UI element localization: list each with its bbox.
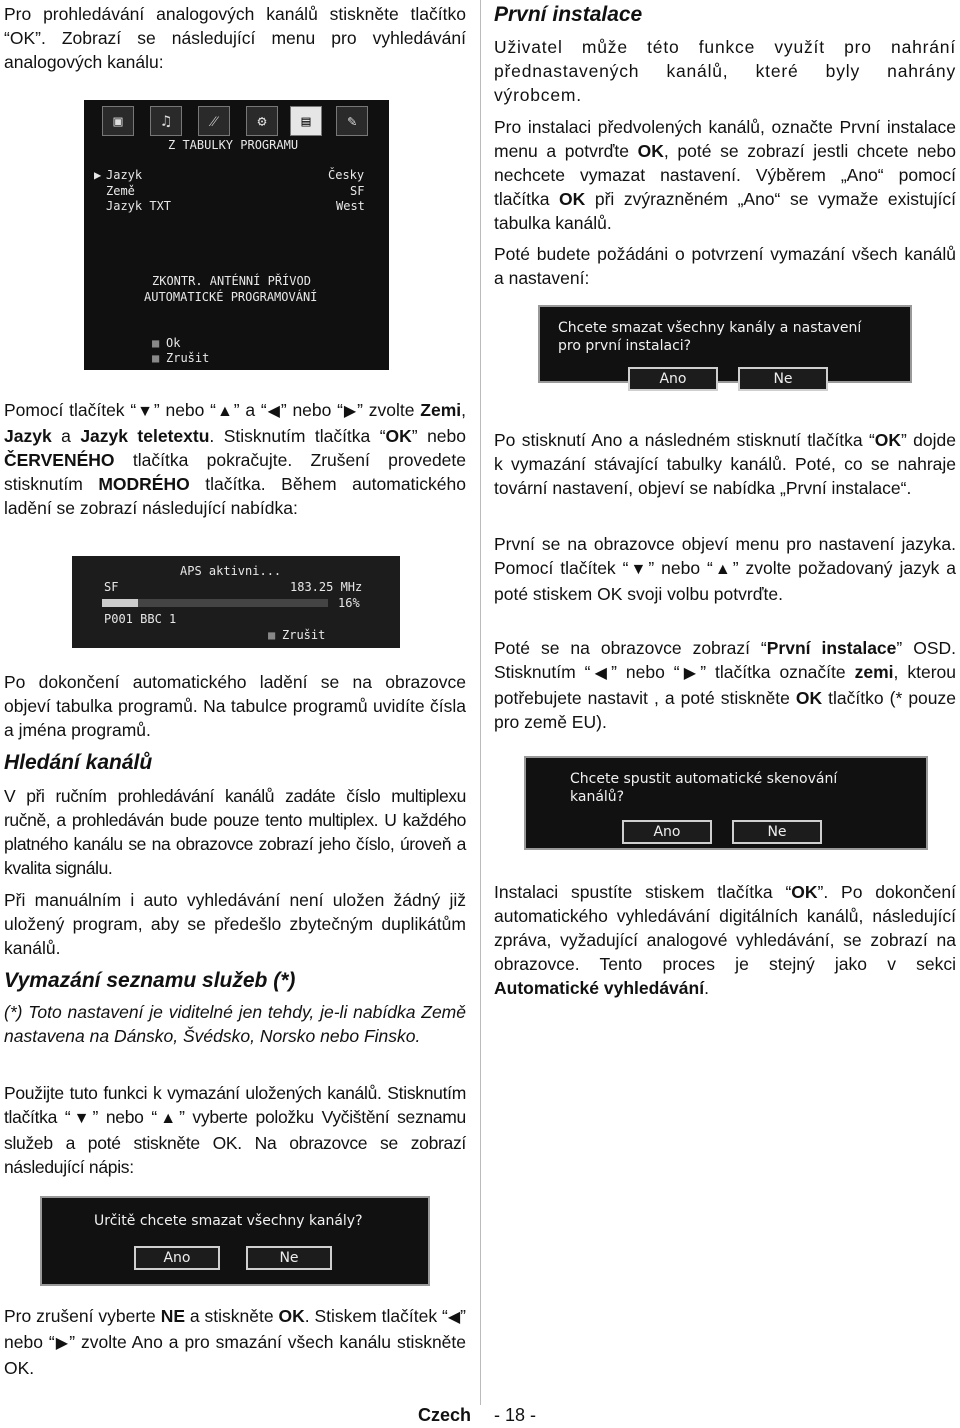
osd-menu-title: Z TABULKY PROGRAMU (168, 138, 299, 152)
osd-aps-progress-fill (102, 599, 138, 607)
dialog-question-line1: Chcete spustit automatické skenování (570, 771, 838, 787)
up-arrow-icon: ▲ (712, 561, 733, 578)
yes-button[interactable]: Ano (628, 367, 718, 391)
osd-aps-progress (72, 556, 400, 648)
paragraph-cancel-delete: Pro zrušení vyberte NE a stiskněte OK. Stiskem tlačítek “◀” nebo “▶” zvolte Ano a pro smazání všech kanálu stiskněte OK. (4, 1306, 467, 1378)
column-divider (480, 0, 481, 1405)
feature-icon: ⁄⁄ (198, 106, 230, 136)
heading-channel-search: Hledání kanálů (4, 751, 153, 774)
bullet-icon: ■ (268, 628, 276, 642)
osd-row-language-value: Česky (328, 168, 365, 182)
paragraph-select-country: Pomocí tlačítek “▼” nebo “▲” a “◀” nebo “▶” zvolte Zemi, Jazyk a Jazyk teletextu. Stisknutím tlačítka “OK” nebo ČERVENÉHO tlačítka pokračujte. Zrušení provedete stisknutím MODRÉHO tlačítka. Během automatického ladění se zobrazí následující nabídka: (4, 400, 466, 518)
paragraph-install-steps: Pro instalaci předvolených kanálů, označte První instalace menu a potvrďte OK, poté se zobrazí jestli chcete nebo nechcete vymazat nastavení. Výběrem „Ano“ pomocí tlačítka OK při zvýrazněném „Ano“ se vymaže existující tabulka kanálů. (494, 117, 957, 233)
paragraph-after-tuning: Po dokončení automatického ladění se na obrazovce objeví tabulka programů. Na tabulce programů uvidíte čísla a jména programů. (4, 672, 466, 740)
paragraph-first-install-intro: Uživatel může této funkce využít pro nahrání přednastavených kanálů, které byly nahrány výrobcem. (494, 37, 956, 105)
paragraph-analog-intro: Pro prohledávání analogových kanálů stiskněte tlačítko “OK”. Zobrazí se následující menu pro vyhledávání analogových kanálu: (4, 4, 466, 72)
paragraph-confirm-delete: Poté budete požádáni o potvrzení vymazání všech kanálů a nastavení: (494, 244, 956, 288)
osd-aps-cancel: Zrušit (282, 628, 326, 642)
osd-aps-title: APS aktivni... (180, 564, 282, 578)
osd-row-txt-label: Jazyk TXT (106, 199, 172, 213)
sound-icon: ♫ (150, 106, 182, 136)
osd-aps-percent: 16% (338, 596, 360, 610)
dialog-question: Určitě chcete smazat všechny kanály? (94, 1213, 363, 1229)
osd-option-cancel: Zrušit (166, 351, 210, 365)
down-arrow-icon: ▼ (628, 561, 649, 578)
paragraph-clear-instructions: Použijte tuto funkci k vymazání uložených kanálů. Stisknutím tlačítka “▼” nebo “▲” vyberte položku Vyčištění seznamu služeb a poté stiskněte OK. Na obrazovce se zobrazí následující nápis: (4, 1083, 466, 1177)
dialog-auto-scan (524, 756, 928, 850)
paragraph-language-menu: První se na obrazovce objeví menu pro nastavení jazyka. Pomocí tlačítek “▼” nebo “▲” zvolte požadovaný jazyk a poté stiskem OK svoji volbu potvrďte. (494, 534, 956, 604)
yes-button[interactable]: Ano (622, 820, 712, 844)
left-arrow-icon: ◀ (447, 1309, 461, 1326)
up-arrow-icon: ▲ (156, 1110, 180, 1127)
osd-row-country-label: Země (106, 184, 135, 198)
up-arrow-icon: ▲ (216, 403, 234, 420)
osd-antenna-check: ZKONTR. ANTÉNNÍ PŘÍVOD (152, 274, 311, 288)
down-arrow-icon: ▼ (70, 1110, 93, 1127)
osd-aps-channel: P001 BBC 1 (104, 612, 177, 626)
down-arrow-icon: ▼ (136, 403, 154, 420)
right-arrow-icon: ▶ (679, 665, 701, 682)
heading-clear-service-list: Vymazání seznamu služeb (*) (4, 969, 296, 992)
paragraph-manual-search: V při ručním prohledávání kanálů zadáte číslo multiplexu ručně, a prohledáván bude pouze tento multiplex. U každého platného kanálu se na obrazovce zobrazí jeho číslo, úroveň a kvalita signálu. (4, 786, 466, 878)
osd-auto-programming: AUTOMATICKÉ PROGRAMOVÁNÍ (144, 290, 318, 304)
source-icon: ✎ (336, 106, 368, 136)
dialog-delete-all-channels (40, 1196, 430, 1286)
picture-icon: ▣ (102, 106, 134, 136)
footer-language: Czech (418, 1405, 472, 1425)
dialog-question-line2: pro první instalaci? (558, 338, 692, 354)
right-arrow-icon: ▶ (54, 1335, 70, 1352)
left-arrow-icon: ◀ (266, 403, 281, 420)
selector-arrow-icon: ▶ (94, 168, 102, 182)
dialog-delete-all-settings (538, 305, 912, 387)
paragraph-after-yes: Po stisknutí Ano a následném stisknutí tlačítka “OK” dojde k vymazání stávající tabulky kanálů. Poté, co se nahraje tovární nastavení, objeví se nabídka „První instalace“. (494, 430, 956, 498)
osd-aps-country: SF (104, 580, 119, 594)
osd-option-ok: Ok (166, 336, 181, 350)
osd-program-table-menu (84, 100, 389, 370)
paragraph-start-install: Instalaci spustíte stiskem tlačítka “OK”. Po dokončení automatického vyhledávání digitálních kanálů, následující zpráva, vyžadující analogové vyhledávání, se zobrazí na obrazovce. Tento proces je stejný jako v sekci Automatické vyhledávání. (494, 882, 956, 998)
osd-row-country-value: SF (350, 184, 365, 198)
bullet-icon: ■ (152, 336, 160, 350)
osd-aps-progress-bar (102, 599, 328, 607)
left-arrow-icon: ◀ (590, 665, 612, 682)
osd-aps-frequency: 183.25 MHz (290, 580, 363, 594)
dialog-question-line1: Chcete smazat všechny kanály a nastavení (558, 320, 862, 336)
page-number: - 18 - (494, 1405, 537, 1425)
no-button[interactable]: Ne (246, 1246, 332, 1270)
paragraph-country-select: Poté se na obrazovce zobrazí “První instalace” OSD. Stisknutím “◀” nebo “▶” tlačítka označíte zemi, kterou potřebujete nastavit , a poté stiskněte OK tlačítko (* pouze pro země EU). (494, 638, 956, 732)
right-arrow-icon: ▶ (342, 403, 358, 420)
heading-first-installation: První instalace (494, 3, 643, 26)
no-button[interactable]: Ne (738, 367, 828, 391)
paragraph-visibility-note: (*) Toto nastavení je viditelné jen tehdy, je-li nabídka Země nastavena na Dánsko, Švédsko, Norsko nebo Finsko. (4, 1002, 466, 1046)
paragraph-no-duplicates: Při manuálním i auto vyhledávání není uložen žádný již uložený program, aby se předešlo zbytečným duplikátům kanálů. (4, 890, 466, 958)
dialog-question-line2: kanálů? (570, 789, 625, 805)
no-button[interactable]: Ne (732, 820, 822, 844)
settings-icon: ⚙ (246, 106, 278, 136)
program-table-icon: ▤ (290, 106, 322, 136)
osd-row-txt-value: West (336, 199, 365, 213)
osd-row-language-label: Jazyk (106, 168, 143, 182)
bullet-icon: ■ (152, 351, 160, 365)
yes-button[interactable]: Ano (134, 1246, 220, 1270)
